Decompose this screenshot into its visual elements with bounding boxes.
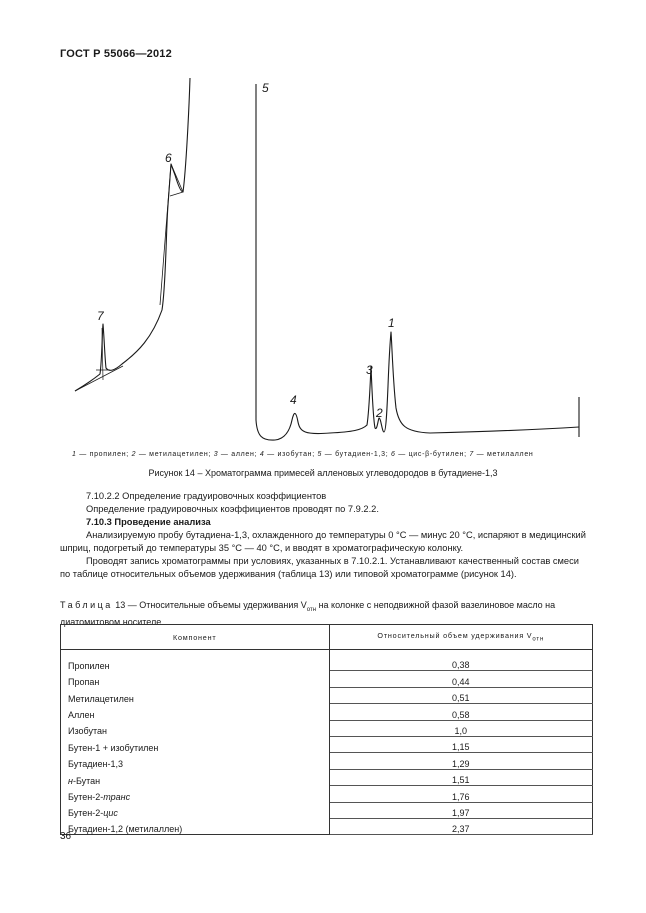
cell-value: 2,37: [329, 818, 593, 834]
cell-value: 0,44: [329, 671, 593, 687]
table-row: [61, 736, 593, 752]
component-text: -Бутан: [72, 775, 101, 786]
table-row: [61, 720, 593, 736]
table-caption-text: 13 — Относительные объемы удерживания V: [112, 600, 307, 610]
peak-label-2: 2: [376, 406, 383, 420]
cell-component: Аллен: [61, 704, 330, 720]
cell-value: 0,58: [329, 704, 593, 720]
legend-number: 2: [131, 451, 137, 458]
section-7-10-2-2: 7.10.2.2 Определение градуировочных коэффициентов: [86, 491, 327, 501]
column-header-retention: [329, 625, 593, 650]
peak-label-7: 7: [97, 309, 104, 323]
component-italic: цис: [103, 808, 118, 819]
legend-text: — изобутан;: [264, 451, 318, 458]
legend-number: 6: [391, 451, 396, 458]
peak-label-6: 6: [165, 151, 172, 165]
cell-component: Изобутан: [61, 720, 330, 736]
cell-component: Пропилен: [61, 655, 330, 671]
document-header: ГОСТ Р 55066—2012: [60, 48, 172, 60]
peak-label-3: 3: [366, 363, 373, 377]
component-text: Бутен-2-: [68, 792, 104, 803]
cell-value: 1,0: [329, 720, 593, 736]
cell-value: 1,29: [329, 753, 593, 769]
table-row: [61, 802, 593, 818]
paragraph-calibration: Определение градуировочных коэффициентов проводят по 7.9.2.2.: [86, 504, 379, 514]
legend-text: — цис-β-бутилен;: [395, 451, 470, 458]
cell-component: Бутен-1 + изобутилен: [61, 736, 330, 752]
component-italic: н: [68, 775, 73, 786]
table-row: [61, 753, 593, 769]
peak7-construction: [96, 328, 110, 380]
retention-table: [60, 624, 593, 835]
table-row: [61, 704, 593, 720]
component-italic: транс: [103, 792, 131, 803]
legend-text: — метилаллен: [474, 451, 534, 458]
table-caption-tail: на колонке с неподвижной фазой вазелиновое масло на диатомитовом носителе: [60, 600, 556, 627]
peak-label-1: 1: [388, 316, 395, 330]
table-row: [61, 818, 593, 834]
cell-value: 1,97: [329, 802, 593, 818]
table-header-row: [61, 625, 593, 650]
legend-text: — метилацетилен;: [136, 451, 214, 458]
cell-component: [61, 786, 330, 802]
table-row: [61, 687, 593, 703]
figure-caption: Рисунок 14 – Хроматограмма примесей алленовых углеводородов в бутадиене-1,3: [148, 468, 498, 478]
cell-value: 1,76: [329, 786, 593, 802]
legend-text: — бутадиен-1,3;: [322, 451, 392, 458]
table-row: [61, 655, 593, 671]
legend-number: 3: [213, 451, 219, 458]
cell-component: Метилацетилен: [61, 687, 330, 703]
table-caption-sub: отн: [306, 606, 317, 613]
peak-label-5: 5: [262, 81, 269, 95]
cell-component: Пропан: [61, 671, 330, 687]
cell-value: 0,51: [329, 687, 593, 703]
cell-value: 1,15: [329, 736, 593, 752]
cell-component: [61, 769, 330, 785]
cell-component: Бутадиен-1,3: [61, 753, 330, 769]
page-number: 36: [60, 831, 72, 842]
legend-text: — аллен;: [218, 451, 260, 458]
column-header-sub: отн: [532, 636, 545, 643]
cell-component: [61, 802, 330, 818]
peak-label-4: 4: [290, 393, 297, 407]
component-text: Бутен-2-: [68, 808, 104, 819]
cell-value: 0,38: [329, 655, 593, 671]
legend-number: 7: [469, 451, 475, 458]
paragraph-analysis: Анализируемую пробу бутадиена-1,3, охлажденного до температуры 0 °С — минус 20 °С, испаряют в медицинский шприц, подогретый до температуры 35 °С — 40 °С, и вводят в хроматографическую колонку.: [60, 530, 586, 553]
figure-legend: [72, 451, 534, 458]
column-header-component: Компонент: [61, 625, 330, 650]
section-7-10-3-heading: 7.10.3 Проведение анализа: [86, 517, 211, 527]
chromatogram-trace-left: [75, 78, 190, 391]
column-header-text: Относительный объем удерживания V: [377, 631, 533, 641]
cell-value: 1,51: [329, 769, 593, 785]
table-row: [61, 769, 593, 785]
peak6-construction: [160, 164, 183, 305]
legend-number: 5: [317, 451, 323, 458]
legend-number: 1: [72, 451, 77, 458]
cell-component: Бутадиен-1,2 (метилаллен): [61, 818, 330, 834]
legend-text: — пропилен;: [76, 451, 132, 458]
paragraph-record: Проводят запись хроматограммы при условиях, указанных в 7.10.2.1. Устанавливают качественный состав смеси по таблице относительных объемов удерживания (таблица 13) или типовой хроматограмме (рисунок 14).: [60, 556, 579, 579]
legend-number: 4: [259, 451, 265, 458]
table-row: [61, 786, 593, 802]
chromatogram-trace-right: [256, 84, 579, 440]
table-caption-label: Таблица: [60, 600, 113, 610]
table-row: [61, 671, 593, 687]
